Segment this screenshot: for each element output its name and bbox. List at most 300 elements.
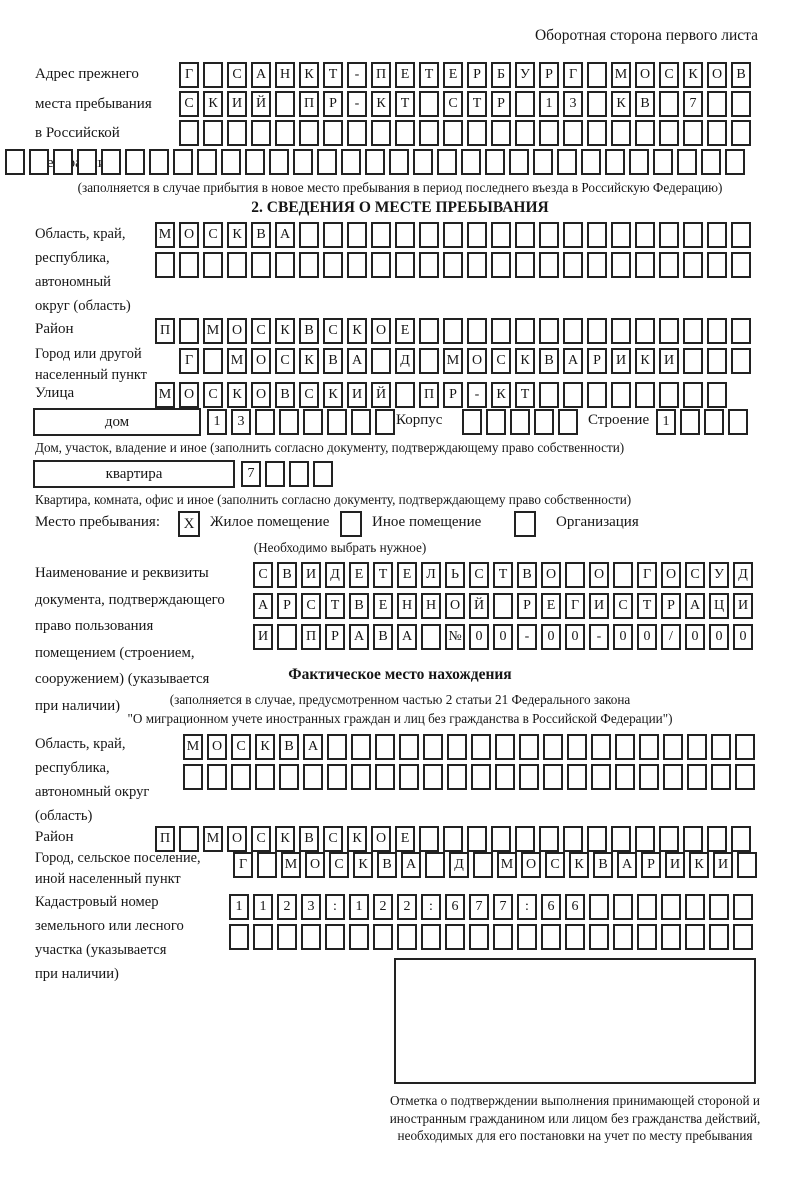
char-cell[interactable]: [581, 149, 601, 175]
prev-address-row-1[interactable]: [179, 62, 751, 88]
char-cell[interactable]: [251, 252, 271, 278]
char-cell[interactable]: [469, 924, 489, 950]
char-cell[interactable]: [375, 409, 395, 435]
char-cell[interactable]: [653, 149, 673, 175]
char-cell[interactable]: [659, 252, 679, 278]
char-cell[interactable]: В: [299, 826, 319, 852]
char-cell[interactable]: [279, 409, 299, 435]
char-cell[interactable]: [613, 562, 633, 588]
char-cell[interactable]: [289, 461, 309, 487]
char-cell[interactable]: [707, 318, 727, 344]
char-cell[interactable]: [687, 734, 707, 760]
char-cell[interactable]: [661, 894, 681, 920]
char-cell[interactable]: 6: [565, 894, 585, 920]
char-cell[interactable]: С: [469, 562, 489, 588]
char-cell[interactable]: Р: [587, 348, 607, 374]
char-cell[interactable]: [389, 149, 409, 175]
char-cell[interactable]: [635, 318, 655, 344]
char-cell[interactable]: [567, 764, 587, 790]
apartment-number-row[interactable]: [241, 461, 333, 487]
char-cell[interactable]: [731, 348, 751, 374]
char-cell[interactable]: [299, 120, 319, 146]
char-cell[interactable]: Р: [517, 593, 537, 619]
char-cell[interactable]: [589, 894, 609, 920]
char-cell[interactable]: Р: [467, 62, 487, 88]
char-cell[interactable]: О: [227, 318, 247, 344]
char-cell[interactable]: [509, 149, 529, 175]
char-cell[interactable]: Р: [443, 382, 463, 408]
char-cell[interactable]: [683, 252, 703, 278]
char-cell[interactable]: О: [227, 826, 247, 852]
actual-district-row[interactable]: [155, 826, 751, 852]
char-cell[interactable]: [635, 222, 655, 248]
char-cell[interactable]: Т: [395, 91, 415, 117]
char-cell[interactable]: С: [329, 852, 349, 878]
char-cell[interactable]: [443, 222, 463, 248]
char-cell[interactable]: [733, 924, 753, 950]
char-cell[interactable]: У: [709, 562, 729, 588]
char-cell[interactable]: [421, 624, 441, 650]
char-cell[interactable]: [680, 409, 700, 435]
korpus-row[interactable]: [462, 409, 578, 435]
char-cell[interactable]: [539, 120, 559, 146]
char-cell[interactable]: [711, 764, 731, 790]
char-cell[interactable]: 1: [229, 894, 249, 920]
char-cell[interactable]: [637, 924, 657, 950]
char-cell[interactable]: :: [517, 894, 537, 920]
char-cell[interactable]: А: [347, 348, 367, 374]
char-cell[interactable]: 7: [241, 461, 261, 487]
char-cell[interactable]: [541, 924, 561, 950]
char-cell[interactable]: [257, 852, 277, 878]
cadastral-row-2[interactable]: [229, 924, 753, 950]
char-cell[interactable]: [557, 149, 577, 175]
char-cell[interactable]: [77, 149, 97, 175]
char-cell[interactable]: [737, 852, 757, 878]
char-cell[interactable]: [663, 764, 683, 790]
char-cell[interactable]: [611, 252, 631, 278]
char-cell[interactable]: [351, 764, 371, 790]
char-cell[interactable]: [613, 894, 633, 920]
char-cell[interactable]: [419, 91, 439, 117]
char-cell[interactable]: [423, 734, 443, 760]
char-cell[interactable]: [707, 252, 727, 278]
char-cell[interactable]: -: [347, 91, 367, 117]
char-cell[interactable]: [493, 924, 513, 950]
char-cell[interactable]: Д: [733, 562, 753, 588]
char-cell[interactable]: [445, 924, 465, 950]
char-cell[interactable]: [313, 461, 333, 487]
char-cell[interactable]: С: [299, 382, 319, 408]
char-cell[interactable]: К: [255, 734, 275, 760]
char-cell[interactable]: У: [515, 62, 535, 88]
char-cell[interactable]: [125, 149, 145, 175]
char-cell[interactable]: [534, 409, 554, 435]
char-cell[interactable]: [197, 149, 217, 175]
char-cell[interactable]: [639, 734, 659, 760]
char-cell[interactable]: О: [251, 348, 271, 374]
char-cell[interactable]: Г: [563, 62, 583, 88]
char-cell[interactable]: [637, 894, 657, 920]
char-cell[interactable]: К: [347, 318, 367, 344]
char-cell[interactable]: К: [353, 852, 373, 878]
char-cell[interactable]: С: [301, 593, 321, 619]
char-cell[interactable]: /: [661, 624, 681, 650]
char-cell[interactable]: [269, 149, 289, 175]
house-number-row[interactable]: [207, 409, 395, 435]
char-cell[interactable]: С: [203, 382, 223, 408]
char-cell[interactable]: Ц: [709, 593, 729, 619]
char-cell[interactable]: [437, 149, 457, 175]
char-cell[interactable]: 3: [563, 91, 583, 117]
char-cell[interactable]: О: [635, 62, 655, 88]
char-cell[interactable]: [203, 120, 223, 146]
char-cell[interactable]: [565, 562, 585, 588]
char-cell[interactable]: К: [275, 826, 295, 852]
char-cell[interactable]: [539, 252, 559, 278]
char-cell[interactable]: Г: [565, 593, 585, 619]
char-cell[interactable]: О: [541, 562, 561, 588]
char-cell[interactable]: О: [467, 348, 487, 374]
char-cell[interactable]: К: [323, 382, 343, 408]
char-cell[interactable]: :: [325, 894, 345, 920]
checkbox-residential[interactable]: X: [178, 511, 200, 537]
char-cell[interactable]: 6: [541, 894, 561, 920]
char-cell[interactable]: [347, 120, 367, 146]
char-cell[interactable]: -: [517, 624, 537, 650]
char-cell[interactable]: [519, 764, 539, 790]
char-cell[interactable]: [707, 91, 727, 117]
char-cell[interactable]: К: [569, 852, 589, 878]
char-cell[interactable]: [731, 222, 751, 248]
char-cell[interactable]: [491, 252, 511, 278]
char-cell[interactable]: К: [689, 852, 709, 878]
cadastral-row-1[interactable]: [229, 894, 753, 920]
char-cell[interactable]: И: [611, 348, 631, 374]
char-cell[interactable]: 2: [397, 894, 417, 920]
char-cell[interactable]: С: [227, 62, 247, 88]
char-cell[interactable]: [567, 734, 587, 760]
char-cell[interactable]: [709, 924, 729, 950]
char-cell[interactable]: К: [635, 348, 655, 374]
char-cell[interactable]: Г: [233, 852, 253, 878]
char-cell[interactable]: [277, 924, 297, 950]
char-cell[interactable]: А: [303, 734, 323, 760]
char-cell[interactable]: Е: [443, 62, 463, 88]
char-cell[interactable]: 0: [469, 624, 489, 650]
char-cell[interactable]: [515, 120, 535, 146]
char-cell[interactable]: [375, 734, 395, 760]
char-cell[interactable]: [683, 318, 703, 344]
city-row[interactable]: [179, 348, 751, 374]
char-cell[interactable]: И: [253, 624, 273, 650]
char-cell[interactable]: [515, 826, 535, 852]
char-cell[interactable]: В: [251, 222, 271, 248]
char-cell[interactable]: Е: [397, 562, 417, 588]
char-cell[interactable]: О: [445, 593, 465, 619]
char-cell[interactable]: [179, 252, 199, 278]
char-cell[interactable]: К: [371, 91, 391, 117]
char-cell[interactable]: О: [207, 734, 227, 760]
char-cell[interactable]: 1: [656, 409, 676, 435]
char-cell[interactable]: [533, 149, 553, 175]
char-cell[interactable]: [563, 318, 583, 344]
char-cell[interactable]: [565, 924, 585, 950]
char-cell[interactable]: [399, 764, 419, 790]
char-cell[interactable]: [587, 222, 607, 248]
char-cell[interactable]: И: [713, 852, 733, 878]
street-row[interactable]: [155, 382, 727, 408]
char-cell[interactable]: Н: [397, 593, 417, 619]
char-cell[interactable]: [375, 764, 395, 790]
char-cell[interactable]: П: [299, 91, 319, 117]
char-cell[interactable]: И: [665, 852, 685, 878]
char-cell[interactable]: [707, 348, 727, 374]
char-cell[interactable]: [659, 318, 679, 344]
char-cell[interactable]: [279, 764, 299, 790]
char-cell[interactable]: 6: [445, 894, 465, 920]
char-cell[interactable]: [587, 252, 607, 278]
char-cell[interactable]: С: [685, 562, 705, 588]
char-cell[interactable]: [493, 593, 513, 619]
char-cell[interactable]: Е: [349, 562, 369, 588]
char-cell[interactable]: [229, 924, 249, 950]
char-cell[interactable]: [515, 252, 535, 278]
char-cell[interactable]: Р: [325, 624, 345, 650]
char-cell[interactable]: [711, 734, 731, 760]
char-cell[interactable]: [587, 120, 607, 146]
char-cell[interactable]: [587, 826, 607, 852]
char-cell[interactable]: [421, 924, 441, 950]
char-cell[interactable]: [611, 222, 631, 248]
char-cell[interactable]: [467, 222, 487, 248]
char-cell[interactable]: Р: [491, 91, 511, 117]
char-cell[interactable]: [203, 62, 223, 88]
char-cell[interactable]: [683, 382, 703, 408]
char-cell[interactable]: [629, 149, 649, 175]
char-cell[interactable]: [471, 764, 491, 790]
char-cell[interactable]: [659, 91, 679, 117]
char-cell[interactable]: 1: [539, 91, 559, 117]
char-cell[interactable]: [349, 924, 369, 950]
char-cell[interactable]: Т: [373, 562, 393, 588]
char-cell[interactable]: [491, 120, 511, 146]
char-cell[interactable]: Т: [419, 62, 439, 88]
char-cell[interactable]: [611, 120, 631, 146]
char-cell[interactable]: К: [347, 826, 367, 852]
char-cell[interactable]: [327, 734, 347, 760]
district-row[interactable]: [155, 318, 751, 344]
char-cell[interactable]: [563, 826, 583, 852]
char-cell[interactable]: [659, 382, 679, 408]
char-cell[interactable]: [425, 852, 445, 878]
char-cell[interactable]: -: [589, 624, 609, 650]
char-cell[interactable]: 0: [493, 624, 513, 650]
char-cell[interactable]: [663, 734, 683, 760]
char-cell[interactable]: К: [227, 222, 247, 248]
char-cell[interactable]: Е: [395, 826, 415, 852]
char-cell[interactable]: [519, 734, 539, 760]
char-cell[interactable]: [635, 252, 655, 278]
char-cell[interactable]: О: [179, 222, 199, 248]
char-cell[interactable]: [29, 149, 49, 175]
char-cell[interactable]: [323, 252, 343, 278]
char-cell[interactable]: 0: [733, 624, 753, 650]
char-cell[interactable]: [155, 252, 175, 278]
char-cell[interactable]: Р: [539, 62, 559, 88]
char-cell[interactable]: [203, 252, 223, 278]
house-type-box[interactable]: дом: [33, 408, 201, 436]
char-cell[interactable]: [341, 149, 361, 175]
checkbox-other-premises[interactable]: [340, 511, 362, 537]
char-cell[interactable]: [419, 318, 439, 344]
document-row-2[interactable]: [253, 593, 753, 619]
char-cell[interactable]: С: [545, 852, 565, 878]
char-cell[interactable]: [149, 149, 169, 175]
region-row-2[interactable]: [155, 252, 751, 278]
char-cell[interactable]: [325, 924, 345, 950]
char-cell[interactable]: К: [299, 62, 319, 88]
char-cell[interactable]: А: [251, 62, 271, 88]
char-cell[interactable]: [611, 382, 631, 408]
char-cell[interactable]: [323, 222, 343, 248]
char-cell[interactable]: [615, 764, 635, 790]
char-cell[interactable]: О: [179, 382, 199, 408]
char-cell[interactable]: С: [659, 62, 679, 88]
char-cell[interactable]: [467, 826, 487, 852]
char-cell[interactable]: [255, 409, 275, 435]
char-cell[interactable]: [419, 120, 439, 146]
char-cell[interactable]: М: [203, 318, 223, 344]
char-cell[interactable]: [443, 252, 463, 278]
char-cell[interactable]: В: [593, 852, 613, 878]
char-cell[interactable]: [735, 734, 755, 760]
char-cell[interactable]: [461, 149, 481, 175]
char-cell[interactable]: [591, 734, 611, 760]
char-cell[interactable]: [255, 764, 275, 790]
char-cell[interactable]: С: [323, 826, 343, 852]
char-cell[interactable]: 0: [685, 624, 705, 650]
char-cell[interactable]: 2: [373, 894, 393, 920]
char-cell[interactable]: Р: [641, 852, 661, 878]
char-cell[interactable]: [639, 764, 659, 790]
char-cell[interactable]: М: [203, 826, 223, 852]
char-cell[interactable]: [587, 382, 607, 408]
document-row-1[interactable]: [253, 562, 753, 588]
char-cell[interactable]: [275, 252, 295, 278]
char-cell[interactable]: [683, 348, 703, 374]
char-cell[interactable]: [491, 222, 511, 248]
char-cell[interactable]: [299, 222, 319, 248]
char-cell[interactable]: 0: [541, 624, 561, 650]
char-cell[interactable]: [731, 252, 751, 278]
char-cell[interactable]: [677, 149, 697, 175]
char-cell[interactable]: [5, 149, 25, 175]
char-cell[interactable]: 3: [231, 409, 251, 435]
char-cell[interactable]: [183, 764, 203, 790]
char-cell[interactable]: 1: [349, 894, 369, 920]
char-cell[interactable]: [587, 318, 607, 344]
char-cell[interactable]: [515, 222, 535, 248]
char-cell[interactable]: [371, 120, 391, 146]
char-cell[interactable]: С: [251, 826, 271, 852]
char-cell[interactable]: [467, 120, 487, 146]
char-cell[interactable]: [462, 409, 482, 435]
char-cell[interactable]: [373, 924, 393, 950]
char-cell[interactable]: Й: [251, 91, 271, 117]
char-cell[interactable]: [419, 348, 439, 374]
char-cell[interactable]: К: [683, 62, 703, 88]
char-cell[interactable]: [419, 222, 439, 248]
char-cell[interactable]: [365, 149, 385, 175]
char-cell[interactable]: Т: [467, 91, 487, 117]
char-cell[interactable]: [179, 120, 199, 146]
char-cell[interactable]: Л: [421, 562, 441, 588]
char-cell[interactable]: 3: [301, 894, 321, 920]
char-cell[interactable]: [395, 120, 415, 146]
apartment-type-box[interactable]: квартира: [33, 460, 235, 488]
char-cell[interactable]: [317, 149, 337, 175]
region-row-1[interactable]: [155, 222, 751, 248]
char-cell[interactable]: [351, 734, 371, 760]
char-cell[interactable]: Й: [469, 593, 489, 619]
char-cell[interactable]: [563, 120, 583, 146]
char-cell[interactable]: [731, 91, 751, 117]
char-cell[interactable]: [659, 120, 679, 146]
char-cell[interactable]: [683, 222, 703, 248]
char-cell[interactable]: [423, 764, 443, 790]
char-cell[interactable]: М: [155, 382, 175, 408]
char-cell[interactable]: [179, 318, 199, 344]
char-cell[interactable]: Г: [179, 348, 199, 374]
char-cell[interactable]: [558, 409, 578, 435]
char-cell[interactable]: В: [373, 624, 393, 650]
char-cell[interactable]: О: [371, 318, 391, 344]
char-cell[interactable]: [731, 120, 751, 146]
char-cell[interactable]: [447, 734, 467, 760]
char-cell[interactable]: [443, 826, 463, 852]
char-cell[interactable]: [253, 924, 273, 950]
char-cell[interactable]: [473, 852, 493, 878]
char-cell[interactable]: И: [659, 348, 679, 374]
char-cell[interactable]: Н: [421, 593, 441, 619]
char-cell[interactable]: [495, 734, 515, 760]
char-cell[interactable]: [485, 149, 505, 175]
char-cell[interactable]: [635, 120, 655, 146]
char-cell[interactable]: [347, 252, 367, 278]
char-cell[interactable]: [221, 149, 241, 175]
char-cell[interactable]: С: [443, 91, 463, 117]
char-cell[interactable]: П: [419, 382, 439, 408]
char-cell[interactable]: Д: [325, 562, 345, 588]
char-cell[interactable]: [327, 764, 347, 790]
char-cell[interactable]: [683, 120, 703, 146]
char-cell[interactable]: [495, 764, 515, 790]
char-cell[interactable]: П: [301, 624, 321, 650]
char-cell[interactable]: В: [299, 318, 319, 344]
char-cell[interactable]: [613, 924, 633, 950]
char-cell[interactable]: Т: [323, 62, 343, 88]
char-cell[interactable]: [447, 764, 467, 790]
char-cell[interactable]: [443, 318, 463, 344]
char-cell[interactable]: О: [251, 382, 271, 408]
char-cell[interactable]: М: [281, 852, 301, 878]
char-cell[interactable]: [371, 222, 391, 248]
char-cell[interactable]: С: [275, 348, 295, 374]
char-cell[interactable]: [605, 149, 625, 175]
char-cell[interactable]: А: [275, 222, 295, 248]
char-cell[interactable]: Г: [179, 62, 199, 88]
